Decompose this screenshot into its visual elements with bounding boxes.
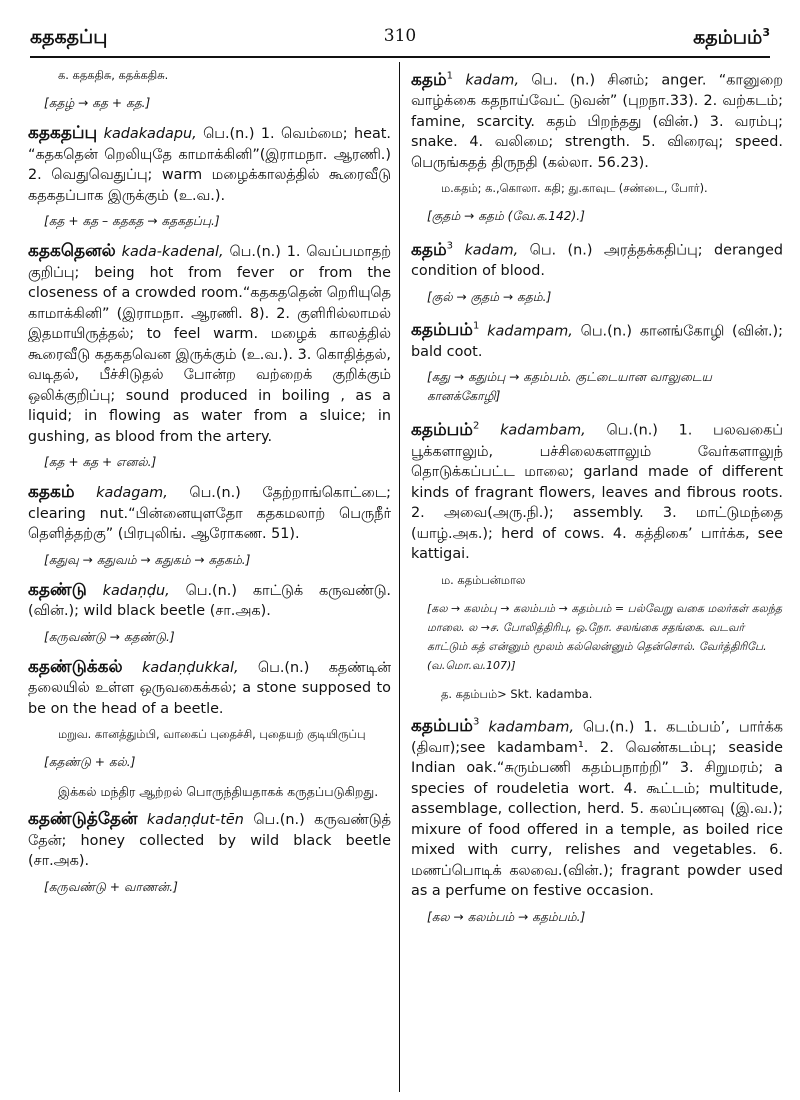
- etymology: [கதண்டு + கல்.]: [44, 755, 136, 769]
- borrowing-note: த. கதம்பம்> Skt. kadamba.: [441, 686, 593, 701]
- etymology: [கத + கத + எனல்.]: [44, 455, 157, 469]
- right-column: [411, 66, 783, 937]
- definition: பெ.(n.) கதண்டின் தலையில் உள்ள ஒருவகைக்கல்; a stone supposed to be on the head of a beetle.: [28, 659, 391, 717]
- dictionary-entry: [28, 809, 391, 872]
- usage-note: இக்கல் மந்திர ஆற்றல் பொருந்தியதாகக் கருதப்படுகிறது.: [58, 784, 379, 799]
- cognate-note: ம.கதம்; க.,கொலா. கதி; து.காவுட (சண்டை, போர்).: [441, 181, 708, 196]
- headword: கதண்டுக்கல்: [28, 656, 123, 677]
- headword: கதம்பம்$^2$: [411, 420, 480, 441]
- header-guide-word-right: கதம்பம்$^3$: [693, 26, 770, 49]
- transliteration: kadam,: [464, 242, 519, 259]
- transliteration: kadambam,: [500, 423, 586, 440]
- transliteration: kadakadapu,: [103, 126, 197, 142]
- cognate-note: ம. கதம்பன்மால: [441, 572, 526, 587]
- headword: கதம்பம்$^3$: [411, 716, 480, 737]
- transliteration: kadambam,: [488, 719, 575, 736]
- dictionary-entry: [411, 236, 783, 282]
- etymology: [குதம் → கதம் (வே.க.142).]: [427, 209, 585, 224]
- etymology: [கது → கதும்பு → கதம்பம். குட்டையான வாலுடைய கானக்கோழி]: [427, 370, 712, 404]
- dictionary-entry: [28, 657, 391, 720]
- etymology: [கத + கத – கதகத → கதகதப்பு.]: [44, 214, 220, 228]
- headword: கதம்$^1$: [411, 69, 454, 90]
- transliteration: kadagam,: [96, 485, 168, 501]
- transliteration: kadaṇḍukkal,: [142, 659, 239, 676]
- etymology: [குல் → குதம் → கதம்.]: [427, 289, 552, 304]
- headword: கதகதப்பு: [28, 123, 98, 143]
- dictionary-entry: [28, 123, 391, 206]
- left-column: [28, 66, 391, 907]
- definition: பெ.(n.) 1. வெப்பமாதற் குறிப்பு; being hot from fever or from the closeness of a crowded room.“கதகததென் றெரியுதெ காமாக்கினி” (இராமநா. ஆரணி. 8). 2. குளிரில்லாமல் இதமாயிருத்தல்; to feel warm. மழைக் காலத்தில் கூரைவீடு கதகதவென இருக்கும் (உ.வ.). 3. கொதித்தல், வடிதல், பீச்சிடுதல் போன்ற வற்றைக் குறிக்கும் ஒலிக்குறிப்பு; sound produced in boiling , as a liquid; in flowing as water from a sluice; in gushing, as blood from the artery.: [28, 244, 392, 445]
- headword: கதண்டு: [28, 579, 87, 600]
- synonym-note: மறுவ. கானத்தும்பி, வாகைப் புதைச்சி, புதையற் குடியிருப்பு: [58, 727, 366, 741]
- transliteration: kada-kadenal,: [121, 244, 224, 260]
- etymology: [கதுவு → கதுவம் → கதுகம் → கதகம்.]: [44, 552, 251, 567]
- definition: பெ.(n.) தேற்றாங்கொட்டை; clearing nut.“பின்னையுளதோ கதகமலாற் பெருநீர் தெளித்தற்கு” (பிரபுலிங். ஆரோகண. 51).: [28, 485, 392, 542]
- transliteration: kadaṇḍu,: [102, 582, 170, 599]
- dictionary-entry: [411, 416, 783, 564]
- definition: பெ.(n.) கருவண்டுத் தேன்; honey collected by wild black beetle (சா.அக).: [28, 812, 392, 869]
- dictionary-entry: [411, 66, 783, 173]
- transliteration: kadam,: [465, 72, 520, 89]
- dictionary-entry: [411, 317, 783, 363]
- column-divider: [399, 62, 400, 1092]
- etymology: [கருவண்டு + வாணன்.]: [44, 879, 178, 894]
- etymology: [கல → கலம்பம் → கதம்பம்.]: [427, 909, 586, 924]
- headword: கதம்பம்$^1$: [411, 320, 480, 341]
- definition: பெ.(n.) காட்டுக் கருவண்டு. (வின்.); wild black beetle (சா.அக).: [28, 582, 391, 619]
- definition: பெ.(n.) 1. வெம்மை; heat. “கதகதென் றெலியுதே காமாக்கினி”(இராமநா. ஆரணி.) 2. வெதுவெதுப்பு; warm மழைக்காலத்தில் கூரைவீடு கதகதப்பாக இருக்கும் (உ.வ.).: [28, 126, 392, 204]
- definition: பெ.(n.) 1. கடம்பம்’, பார்க்க (திவா);see kadambam¹. 2. வெண்கடம்பு; seaside Indian oak.“சுரும்பணி கதம்பநாற்றி” 3. சிறுமரம்; a species of roudeletia wort. 4. கூட்டம்; multitude, assemblage, collection, herd. 5. கலப்புணவு (இ.வ.); mixure of food offered in a temple, as boiled rice mixed with curry, relishes and vegetables. 6. மணப்பொடிக் கலவை.(வின்.); fragrant powder used as a perfume on festive occasion.: [411, 719, 783, 900]
- etymology: [கருவண்டு → கதண்டு.]: [44, 629, 175, 644]
- page-number: 310: [383, 26, 417, 46]
- definition: பெ.(n.) 1. பலவகைப் பூக்களாலும், பச்சிலைகளாலும் வேர்களாலுந் தொடுக்கப்பட்ட மாலை; garland made of different kinds of fragrant flowers, leaves and fibrous roots. 2. அவை(அரு.நி.); assembly. 3. மாட்டுமந்தை (யாழ்.அக.); herd of cows. 4. கத்திகை’ பார்க்க, see kattigai.: [411, 423, 784, 563]
- header-guide-word-left: கதகதப்பு: [30, 26, 108, 48]
- cognate-note: க. கதகதிசு, கதக்கதிசு.: [58, 68, 169, 82]
- dictionary-entry: [411, 713, 783, 902]
- headword: கதண்டுத்தேன்: [28, 809, 138, 829]
- headword: கதகதெனல்: [28, 241, 116, 261]
- dictionary-entry: [28, 241, 391, 447]
- definition: பெ. (n.) சினம்; anger. “கானுறை வாழ்க்கை கதநாய்வேட் டுவன்” (புறநா.33). 2. வற்கடம்; famine, scarcity. கதம் பிறந்தது (வின்.) 3. வரம்பு; snake. 4. வலிமை; strength. 5. விரைவு; speed. பெருங்கதத் திருநதி (கல்லா. 56.23).: [411, 72, 784, 171]
- headword: கதம்$^3$: [411, 239, 454, 260]
- transliteration: kadaṇḍut-tēn: [146, 812, 244, 828]
- etymology: [கதழ் → கத + கத.]: [44, 96, 151, 110]
- etymology: [கல → கலம்பு → கலம்பம் → கதம்பம் = பல்வேறு வகை மலர்கள் கலந்த மாலை. ல →ச. போலித்திரிபு, ஒ.நோ. சலங்கை சதங்கை. வடவர் காட்டும் கத் என்னும் மூலம் கல்லென்னும் தென்சொல். வேர்த்திரிபே. (வ.மொ.வ.107)]: [427, 601, 783, 672]
- definition: பெ. (n.) அரத்தக்கதிப்பு; deranged condition of blood.: [411, 242, 783, 280]
- transliteration: kadampam,: [487, 323, 573, 340]
- dictionary-entry: [28, 580, 391, 622]
- definition: பெ.(n.) கானங்கோழி (வின்.); bald coot.: [411, 323, 784, 360]
- headword: கதகம்: [28, 482, 75, 502]
- dictionary-entry: [28, 482, 391, 545]
- page-header: [30, 22, 770, 58]
